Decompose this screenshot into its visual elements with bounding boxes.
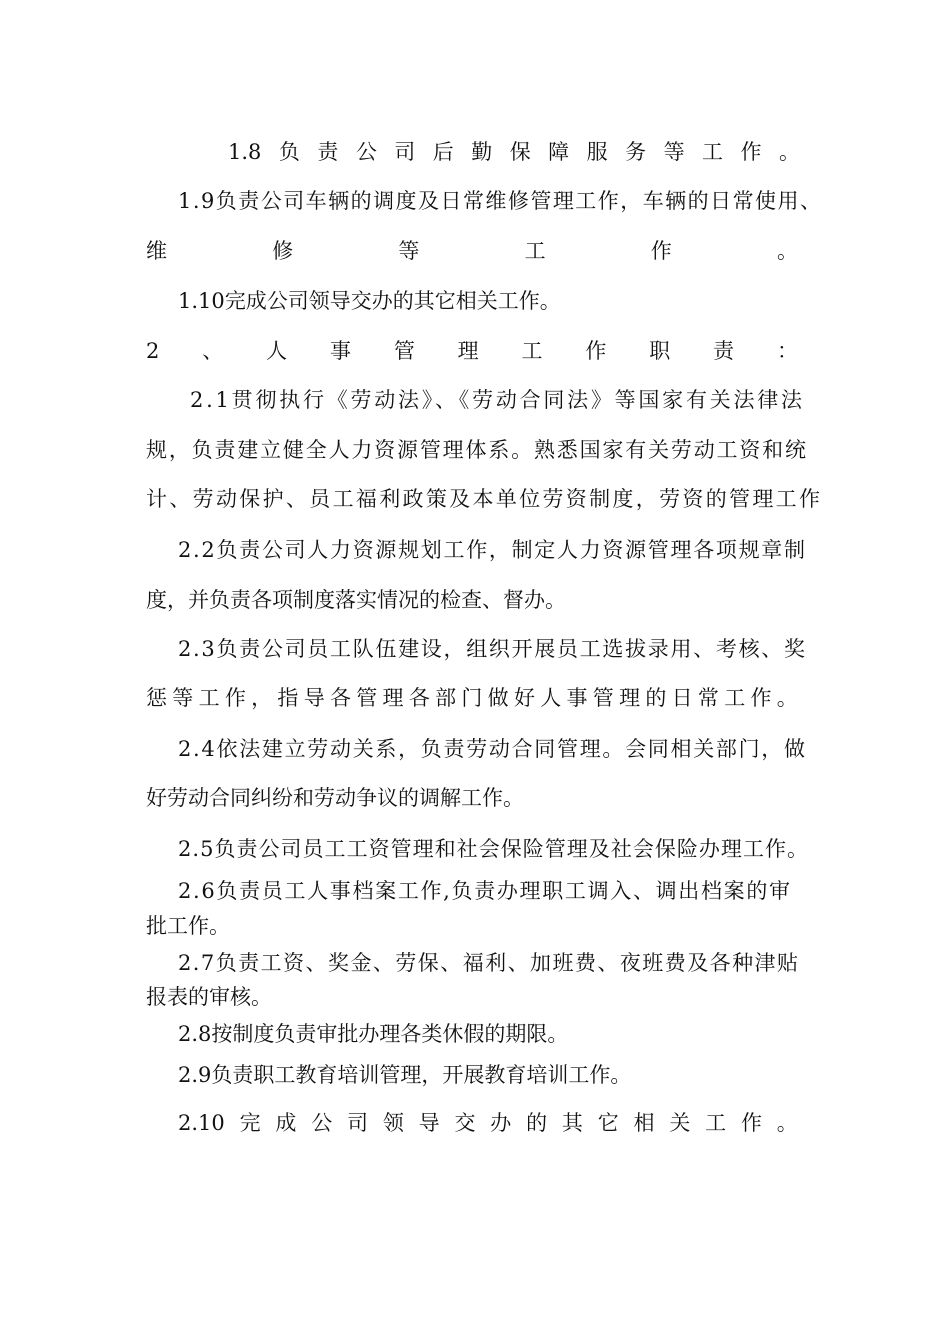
paragraph-2-9-line-1: 2.9负责职工教育培训管理，开展教育培训工作。 bbox=[178, 1063, 632, 1087]
paragraph-2-2-cont bbox=[0, 580, 950, 620]
paragraph-2-2 bbox=[0, 530, 950, 570]
paragraph-1-8 bbox=[0, 132, 950, 172]
paragraph-2-4-line-1: 2.4依法建立劳动关系，负责劳动合同管理。会同相关部门，做 bbox=[178, 737, 807, 761]
paragraph-2-9 bbox=[0, 1055, 950, 1095]
section-heading-2 bbox=[0, 331, 950, 371]
paragraph-1-10-line-1: 1.10完成公司领导交办的其它相关工作。 bbox=[178, 289, 561, 313]
paragraph-2-8 bbox=[0, 1014, 950, 1054]
paragraph-2-1-line-1: 2.1贯彻执行《劳动法》、《劳动合同法》等国家有关法律法 bbox=[190, 388, 805, 412]
paragraph-1-8-line-1: 1.8 负 责 公 司 后 勤 保 障 服 务 等 工 作 。 bbox=[228, 140, 800, 164]
paragraph-2-1-line-3: 计、劳动保护、员工福利政策及本单位劳资制度，劳资的管理工作 bbox=[146, 487, 823, 511]
paragraph-2-6-cont bbox=[0, 906, 950, 946]
paragraph-2-7-line-1: 2.7负责工资、奖金、劳保、福利、加班费、夜班费及各种津贴 bbox=[178, 951, 800, 975]
paragraph-1-9-cont bbox=[0, 231, 950, 271]
paragraph-1-9-line-1: 1.9负责公司车辆的调度及日常维修管理工作，车辆的日常使用、 bbox=[178, 189, 823, 213]
paragraph-2-4 bbox=[0, 729, 950, 769]
paragraph-2-2-line-2: 度，并负责各项制度落实情况的检查、督办。 bbox=[146, 588, 566, 612]
paragraph-1-10 bbox=[0, 281, 950, 321]
paragraph-2-10-line-1: 2.10 完 成 公 司 领 导 交 办 的 其 它 相 关 工 作 。 bbox=[178, 1111, 798, 1135]
paragraph-2-1-cont-2 bbox=[0, 479, 950, 519]
paragraph-2-5 bbox=[0, 829, 950, 869]
section-heading-2-text: 2 、 人 事 管 理 工 作 职 责 ： bbox=[146, 339, 798, 363]
paragraph-2-3-line-1: 2.3负责公司员工队伍建设，组织开展员工选拔录用、考核、奖 bbox=[178, 637, 807, 661]
paragraph-2-10 bbox=[0, 1103, 950, 1143]
paragraph-2-7-line-2: 报表的审核。 bbox=[146, 985, 272, 1009]
paragraph-2-5-line-1: 2.5负责公司员工工资管理和社会保险管理及社会保险办理工作。 bbox=[178, 837, 810, 861]
paragraph-2-6 bbox=[0, 871, 950, 911]
paragraph-2-6-line-1: 2.6负责员工人事档案工作,负责办理职工调入、调出档案的审 bbox=[178, 879, 792, 903]
paragraph-2-3-cont bbox=[0, 678, 950, 718]
paragraph-2-4-line-2: 好劳动合同纠纷和劳动争议的调解工作。 bbox=[146, 786, 524, 810]
paragraph-1-9 bbox=[0, 181, 950, 221]
paragraph-2-1 bbox=[0, 380, 950, 420]
paragraph-2-1-line-2: 规，负责建立健全人力资源管理体系。熟悉国家有关劳动工资和统 bbox=[146, 438, 808, 462]
paragraph-2-4-cont bbox=[0, 778, 950, 818]
paragraph-2-6-line-2: 批工作。 bbox=[146, 914, 230, 938]
paragraph-2-7-cont bbox=[0, 977, 950, 1017]
paragraph-2-3-line-2: 惩 等 工 作 ， 指 导 各 管 理 各 部 门 做 好 人 事 管 理 的 日 常 工 作 。 bbox=[146, 686, 798, 710]
paragraph-2-3 bbox=[0, 629, 950, 669]
paragraph-2-8-line-1: 2.8按制度负责审批办理各类休假的期限。 bbox=[178, 1022, 569, 1046]
paragraph-2-1-cont-1 bbox=[0, 430, 950, 470]
paragraph-2-2-line-1: 2.2负责公司人力资源规划工作，制定人力资源管理各项规章制 bbox=[178, 538, 807, 562]
paragraph-1-9-line-2: 维 修 等 工 作 。 bbox=[146, 239, 798, 263]
